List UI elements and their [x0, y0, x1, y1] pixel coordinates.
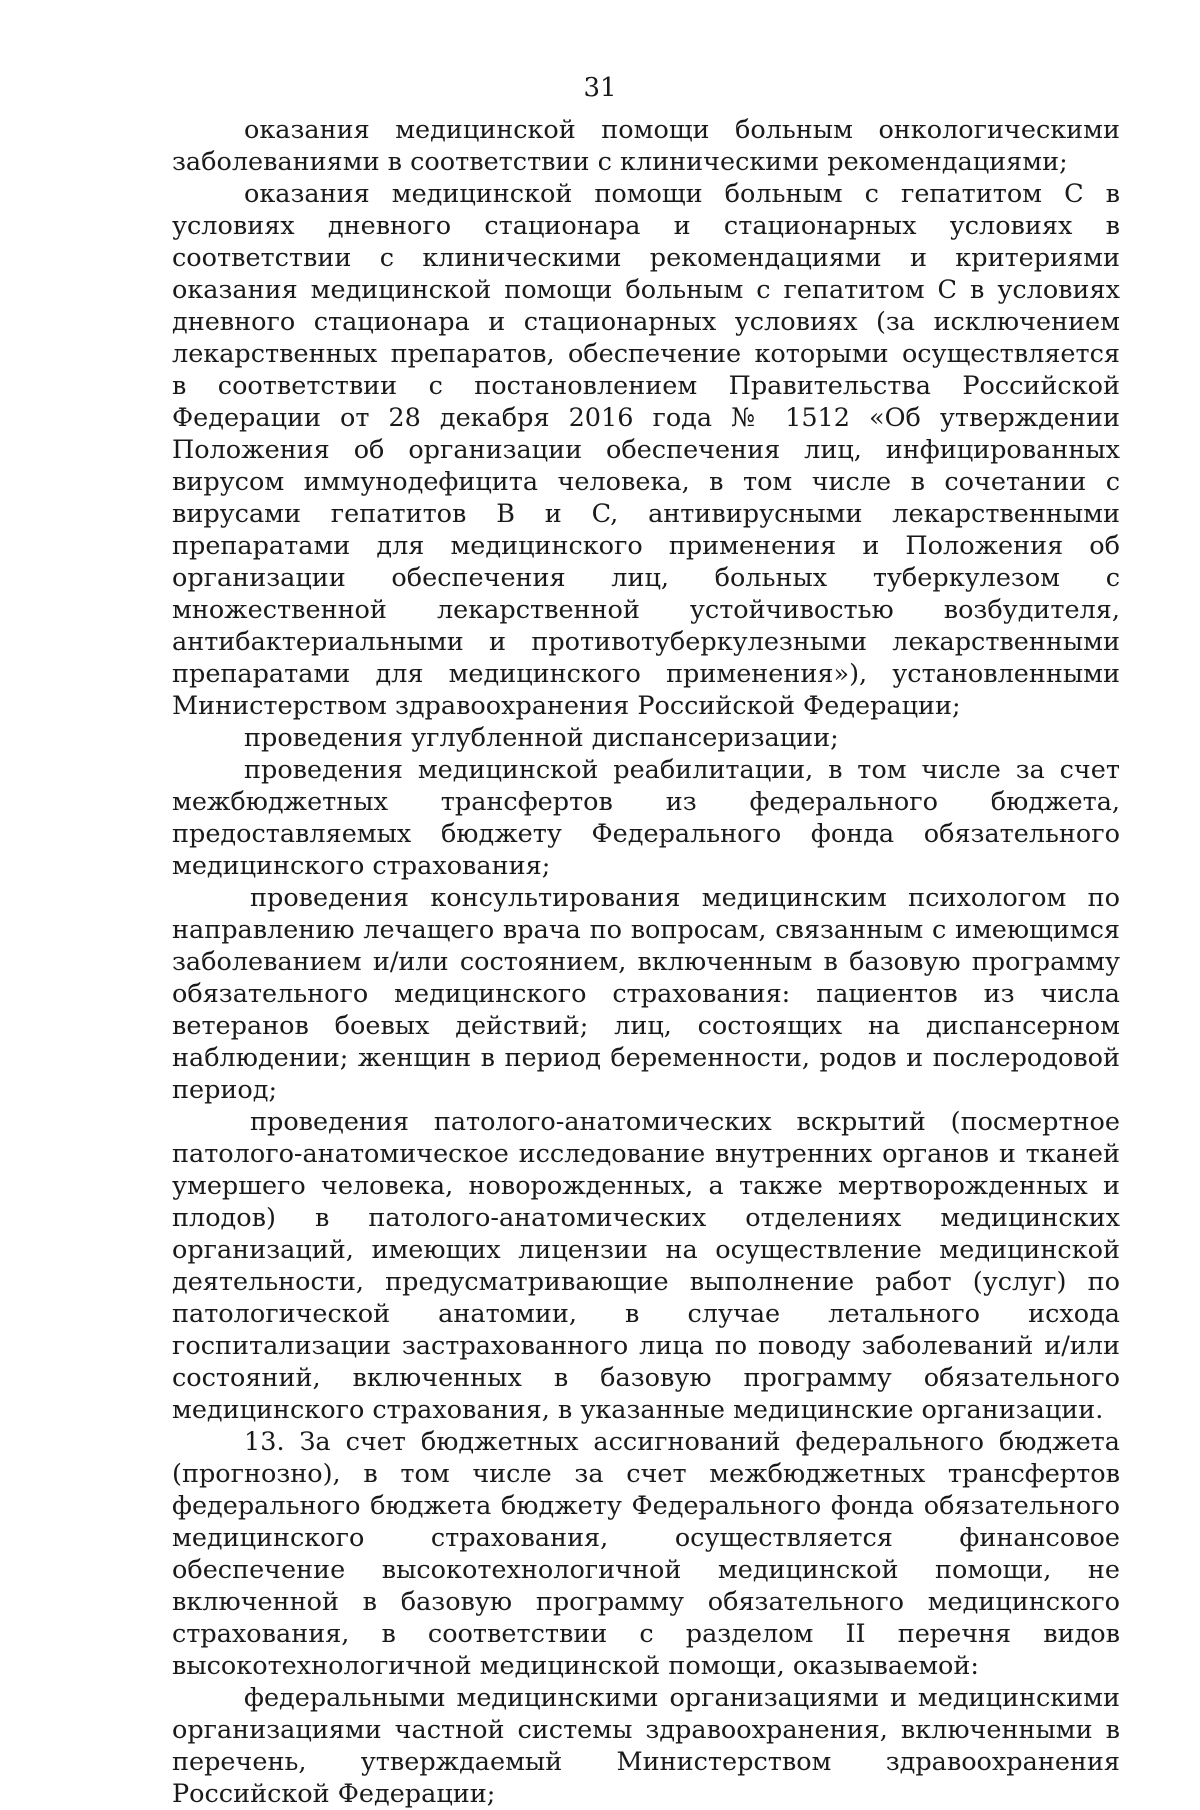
- paragraph-federal-organizations: федеральными медицинскими организациями и медицинскими организациями частной системы здравоохранения, включенными в перечень, утверждаемый Министерством здравоохранения Российской Федерации;: [172, 1683, 1120, 1809]
- page-number: 31: [583, 73, 617, 103]
- document-body: [172, 114, 1120, 1810]
- paragraph-rehabilitation: проведения медицинской реабилитации, в том числе за счет межбюджетных трансфертов из федерального бюджета, предоставляемых бюджету Федерального фонда обязательного медицинского страхования;: [172, 755, 1120, 881]
- paragraph-autopsy: проведения патолого-анатомических вскрытий (посмертное патолого-анатомическое исследование внутренних органов и тканей умершего человека, новорожденных, а также мертворожденных и плодов) в патолого-анатомических отделениях медицинских организаций, имеющих лицензии на осуществление медицинской деятельности, предусматривающие выполнение работ (услуг) по патологической анатомии, в случае летального исхода госпитализации застрахованного лица по поводу заболеваний и/или состояний, включенных в базовую программу обязательного медицинского страхования, в указанные медицинские организации.: [172, 1107, 1120, 1425]
- paragraph-dispensarization: проведения углубленной диспансеризации;: [244, 723, 839, 753]
- paragraph-hepatitis-c: оказания медицинской помощи больным с гепатитом C в условиях дневного стационара и стационарных условиях в соответствии с клиническими рекомендациями и критериями оказания медицинской помощи больным с гепатитом C в условиях дневного стационара и стационарных условиях (за исключением лекарственных препаратов, обеспечение которыми осуществляется в соответствии с постановлением Правительства Российской Федерации от 28 декабря 2016 года № 1512 «Об утверждении Положения об организации обеспечения лиц, инфицированных вирусом иммунодефицита человека, в том числе в сочетании с вирусами гепатитов B и C, антивирусными лекарственными препаратами для медицинского применения и Положения об организации обеспечения лиц, больных туберкулезом с множественной лекарственной устойчивостью возбудителя, антибактериальными и противотуберкулезными лекарственными препаратами для медицинского применения»), установленными Министерством здравоохранения Российской Федерации;: [172, 179, 1120, 721]
- paragraph-psychologist: проведения консультирования медицинским психологом по направлению лечащего врача по вопросам, связанным с имеющимся заболеванием и/или состоянием, включенным в базовую программу обязательного медицинского страхования: пациентов из числа ветеранов боевых действий; лиц, состоящих на диспансерном наблюдении; женщин в период беременности, родов и послеродовой период;: [172, 883, 1120, 1105]
- paragraph-oncology: оказания медицинской помощи больным онкологическими заболеваниями в соответствии с клиническими рекомендациями;: [172, 115, 1120, 177]
- paragraph-section-13: 13. За счет бюджетных ассигнований федерального бюджета (прогнозно), в том числе за счет межбюджетных трансфертов федерального бюджета бюджету Федерального фонда обязательного медицинского страхования, осуществляется финансовое обеспечение высокотехнологичной медицинской помощи, не включенной в базовую программу обязательного медицинского страхования, в соответствии с разделом II перечня видов высокотехнологичной медицинской помощи, оказываемой:: [172, 1427, 1120, 1681]
